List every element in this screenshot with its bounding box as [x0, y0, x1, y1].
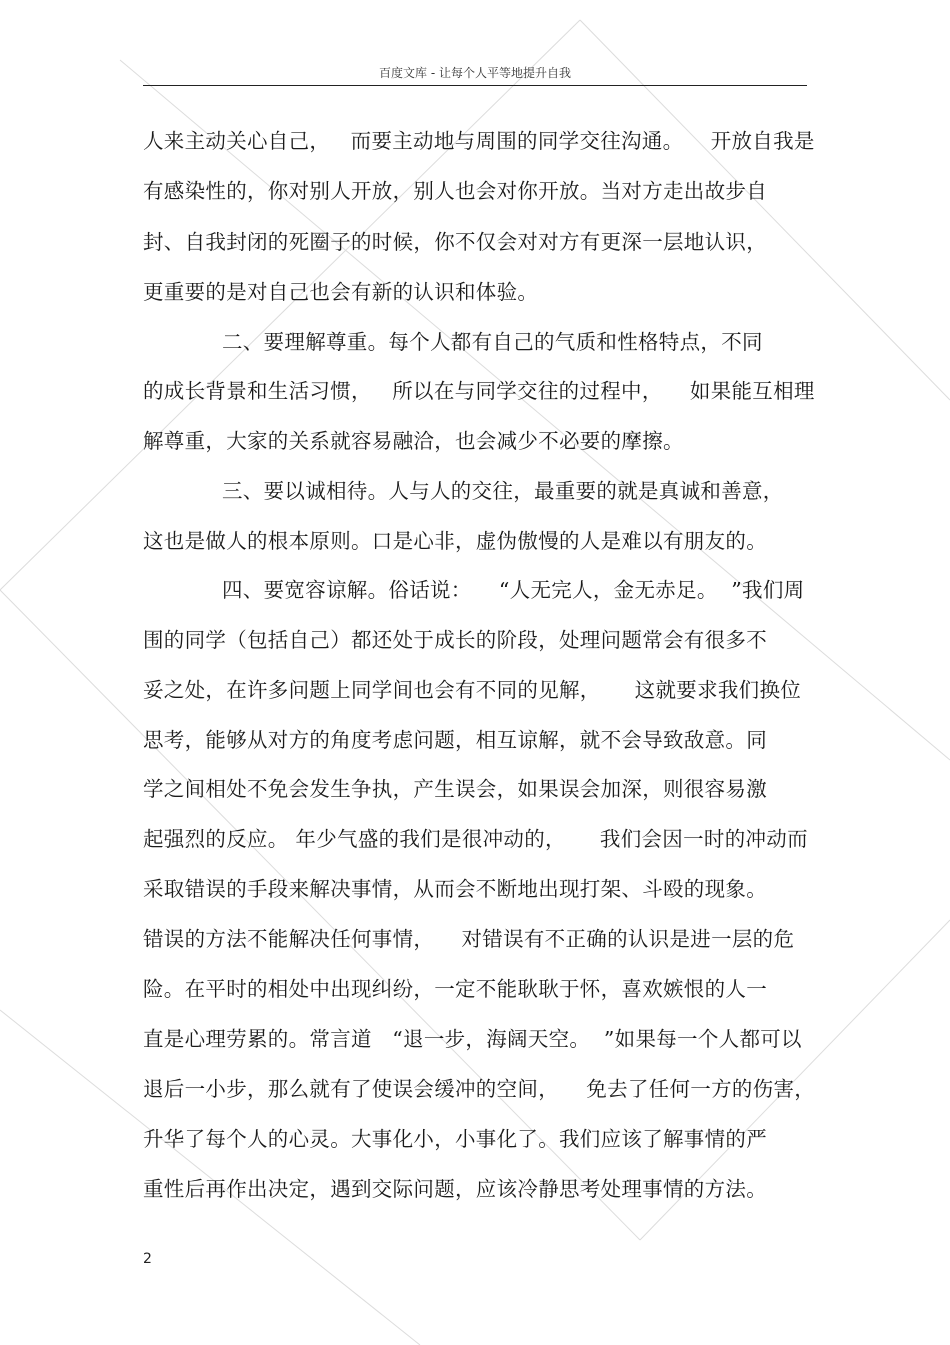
body-line: 起强烈的反应。 年少气盛的我们是很冲动的， 我们会因一时的冲动而 [143, 827, 808, 851]
body-line: 更重要的是对自己也会有新的认识和体验。 [143, 280, 539, 304]
body-line: 解尊重，大家的关系就容易融洽，也会减少不必要的摩擦。 [143, 429, 684, 453]
body-line: 围的同学（包括自己）都还处于成长的阶段，处理问题常会有很多不 [143, 628, 767, 652]
body-line: 退后一小步，那么就有了使误会缓冲的空间， 免去了任何一方的伤害， [143, 1077, 816, 1101]
paragraph-heading-line: 四、要宽容谅解。俗话说： “人无完人，金无赤足。 ”我们周 [222, 578, 805, 602]
body-line: 封、自我封闭的死圈子的时候，你不仅会对对方有更深一层地认识， [143, 230, 767, 254]
body-line: 有感染性的，你对别人开放，别人也会对你开放。当对方走出故步自 [143, 179, 767, 203]
body-line: 学之间相处不免会发生争执，产生误会，如果误会加深，则很容易激 [143, 777, 767, 801]
body-line: 错误的方法不能解决任何事情， 对错误有不正确的认识是进一层的危 [143, 927, 795, 951]
body-line: 直是心理劳累的。常言道 “退一步，海阔天空。 ”如果每一个人都可以 [143, 1027, 802, 1051]
paragraph-heading-line: 二、要理解尊重。每个人都有自己的气质和性格特点，不同 [222, 330, 763, 354]
body-line: 险。在平时的相处中出现纠纷，一定不能耿耿于怀，喜欢嫉恨的人一 [143, 977, 767, 1001]
body-line: 的成长背景和生活习惯， 所以在与同学交往的过程中， 如果能互相理 [143, 379, 815, 403]
page-header: 百度文库 - 让每个人平等地提升自我 [379, 66, 571, 80]
body-line: 思考，能够从对方的角度考虑问题，相互谅解，就不会导致敌意。同 [143, 728, 767, 752]
body-line: 重性后再作出决定，遇到交际问题，应该冷静思考处理事情的方法。 [143, 1177, 767, 1201]
body-line: 采取错误的手段来解决事情，从而会不断地出现打架、斗殴的现象。 [143, 877, 767, 901]
body-line: 人来主动关心自己， 而要主动地与周围的同学交往沟通。 开放自我是 [143, 129, 815, 153]
header-rule [143, 85, 807, 86]
body-line: 这也是做人的根本原则。口是心非，虚伪傲慢的人是难以有朋友的。 [143, 529, 767, 553]
page-number: 2 [143, 1251, 152, 1267]
body-line: 妥之处，在许多问题上同学间也会有不同的见解， 这就要求我们换位 [143, 678, 802, 702]
body-line: 升华了每个人的心灵。大事化小，小事化了。我们应该了解事情的严 [143, 1127, 767, 1151]
paragraph-heading-line: 三、要以诚相待。人与人的交往，最重要的就是真诚和善意， [222, 479, 784, 503]
